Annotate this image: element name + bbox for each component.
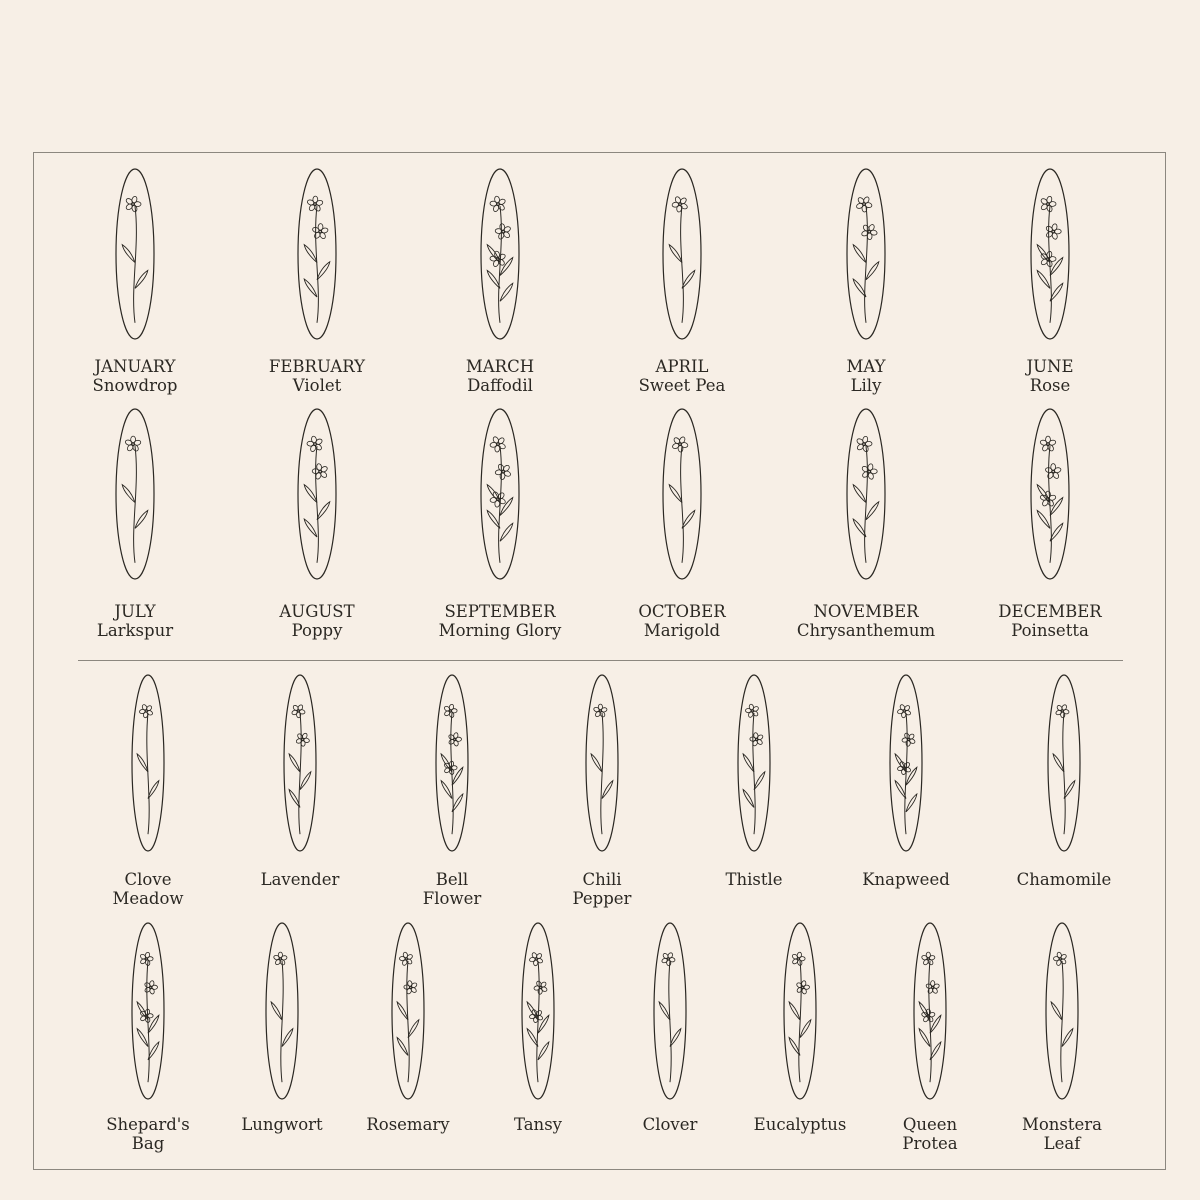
oval-outline [663, 409, 701, 579]
month-name: AUGUST [279, 602, 355, 621]
oval-outline [436, 675, 468, 851]
month-name: APRIL [655, 357, 709, 376]
flower-label [816, 870, 996, 889]
flower-leaf [789, 1002, 800, 1020]
month-flower-9 [480, 408, 520, 580]
flower-leaf [1064, 781, 1075, 799]
flower-label [45, 357, 225, 395]
month-flower-1 [115, 168, 155, 340]
flower-leaf [135, 510, 148, 528]
flower-petal [535, 953, 542, 960]
flower-label [227, 602, 407, 640]
oval-outline [738, 675, 770, 851]
flower-leaf [1062, 1029, 1073, 1047]
extra-flower-a-7 [1047, 674, 1081, 852]
flower-leaf [659, 1002, 670, 1020]
flower-name-line1: Clover [642, 1115, 698, 1134]
flower-leaf [1051, 1002, 1062, 1020]
flower-leaf [500, 283, 513, 301]
flower-petal [679, 197, 687, 205]
flower-leaf [866, 262, 879, 280]
extra-flower-b-5 [653, 922, 687, 1100]
flower-name: Morning Glory [438, 621, 562, 640]
flower-leaf [300, 772, 311, 790]
flower-leaf [137, 754, 148, 772]
oval-outline [1046, 923, 1078, 1099]
flower-leaf [800, 1020, 811, 1038]
flower-leaf [853, 485, 866, 503]
month-flower-6 [1030, 168, 1070, 340]
oval-outline [298, 409, 336, 579]
engraved-flower-icon [283, 674, 317, 852]
flower-stem [799, 961, 801, 1082]
flower-stem [753, 713, 755, 834]
flower-stem [299, 713, 301, 834]
flower-stem [499, 446, 502, 563]
flower-leaf [304, 279, 317, 297]
oval-outline [298, 169, 336, 339]
extra-flower-b-2 [265, 922, 299, 1100]
flower-name: Lily [850, 376, 882, 395]
oval-outline [847, 409, 885, 579]
month-name: JUNE [1026, 357, 1074, 376]
engraved-flower-icon [846, 408, 886, 580]
flower-label [410, 602, 590, 640]
flower-name-line2: Leaf [1043, 1134, 1081, 1153]
extra-flower-b-7 [913, 922, 947, 1100]
engraved-flower-icon [913, 922, 947, 1100]
engraved-flower-icon [131, 674, 165, 852]
engraved-flower-icon [115, 408, 155, 580]
flower-leaf [487, 270, 500, 288]
flower-leaf [487, 510, 500, 528]
flower-leaf [538, 1042, 549, 1060]
flower-leaf [135, 270, 148, 288]
flower-name: Chrysanthemum [796, 621, 936, 640]
flower-name: Poinsetta [1011, 621, 1089, 640]
extra-flower-a-1 [131, 674, 165, 852]
flower-name: Sweet Pea [638, 376, 726, 395]
flower-name: Violet [292, 376, 342, 395]
month-flower-3 [480, 168, 520, 340]
flower-leaf [452, 794, 463, 812]
flower-name: Rose [1029, 376, 1071, 395]
flower-leaf [271, 1002, 282, 1020]
engraved-flower-icon [131, 922, 165, 1100]
flower-label [227, 357, 407, 395]
flower-stem [681, 446, 684, 563]
flower-leaf [866, 502, 879, 520]
flower-stem [865, 446, 868, 563]
engraved-flower-icon [737, 674, 771, 852]
flower-leaf [591, 754, 602, 772]
oval-outline [586, 675, 618, 851]
flower-stem [1061, 961, 1063, 1082]
flower-name: Daffodil [467, 376, 533, 395]
flower-petal [502, 230, 510, 238]
flower-name-line1: Eucalyptus [753, 1115, 847, 1134]
extra-flower-a-2 [283, 674, 317, 852]
flower-name: Snowdrop [92, 376, 178, 395]
oval-outline [116, 409, 154, 579]
flower-name-line2: Protea [902, 1134, 958, 1153]
engraved-flower-icon [297, 408, 337, 580]
engraved-flower-icon [1047, 674, 1081, 852]
flower-label [410, 357, 590, 395]
flower-stem [134, 446, 137, 563]
engraved-flower-icon [521, 922, 555, 1100]
flower-leaf [789, 1038, 800, 1056]
flower-label [45, 602, 225, 640]
engraved-flower-icon [662, 408, 702, 580]
month-name: MAY [846, 357, 886, 376]
flower-leaf [500, 258, 513, 276]
flower-name-line1: Knapweed [862, 870, 950, 889]
month-name: MARCH [465, 357, 535, 376]
flower-stem [865, 206, 868, 323]
flower-name-line1: Lavender [260, 870, 340, 889]
flower-stem [681, 206, 684, 323]
flower-stem [407, 961, 409, 1082]
extra-flower-a-3 [435, 674, 469, 852]
flower-label [972, 1115, 1152, 1153]
flower-name-line1: Rosemary [366, 1115, 450, 1134]
flower-stem [601, 713, 603, 834]
oval-outline [663, 169, 701, 339]
flower-leaf [500, 498, 513, 516]
flower-leaf [743, 754, 754, 772]
flower-leaf [919, 1029, 930, 1047]
engraved-flower-icon [297, 168, 337, 340]
flower-stem [147, 961, 149, 1082]
flower-name-line1: Thistle [725, 870, 783, 889]
flower-leaf [441, 781, 452, 799]
month-flower-12 [1030, 408, 1070, 580]
flower-leaf [1050, 258, 1063, 276]
flower-leaf [137, 1029, 148, 1047]
month-flower-7 [115, 408, 155, 580]
flower-leaf [906, 767, 917, 785]
flower-name: Larkspur [96, 621, 174, 640]
flower-petal [540, 981, 547, 988]
flower-leaf [930, 1015, 941, 1033]
flower-leaf [754, 772, 765, 790]
flower-leaf [906, 794, 917, 812]
extra-flower-b-8 [1045, 922, 1079, 1100]
flower-leaf [282, 1029, 293, 1047]
flower-name: Poppy [291, 621, 343, 640]
flower-stem [134, 206, 137, 323]
extra-flower-a-6 [889, 674, 923, 852]
engraved-flower-icon [115, 168, 155, 340]
oval-outline [784, 923, 816, 1099]
flower-leaf [669, 485, 682, 503]
extra-flower-b-1 [131, 922, 165, 1100]
oval-outline [1031, 169, 1069, 339]
engraved-flower-icon [480, 168, 520, 340]
flower-name-line1: Bell [435, 870, 469, 889]
flower-petal [903, 705, 910, 712]
flower-petal [502, 464, 510, 472]
month-flower-4 [662, 168, 702, 340]
flower-name-line2: Meadow [112, 889, 184, 908]
flower-leaf [1053, 754, 1064, 772]
extra-flower-a-4 [585, 674, 619, 852]
flower-label [776, 357, 956, 395]
flower-leaf [682, 510, 695, 528]
flower-petal [497, 437, 505, 445]
flower-petal [497, 203, 505, 211]
oval-outline [284, 675, 316, 851]
engraved-flower-icon [1030, 168, 1070, 340]
flower-name-line1: Lungwort [241, 1115, 323, 1134]
extra-flower-a-5 [737, 674, 771, 852]
flower-leaf [148, 1042, 159, 1060]
flower-name-line1: Clove [124, 870, 172, 889]
engraved-flower-icon [889, 674, 923, 852]
oval-outline [392, 923, 424, 1099]
flower-stem [1049, 206, 1052, 323]
flower-leaf [397, 1002, 408, 1020]
flower-leaf [122, 485, 135, 503]
flower-leaf [148, 781, 159, 799]
flower-name-line2: Flower [422, 889, 482, 908]
flower-leaf [500, 523, 513, 541]
engraved-flower-icon [1030, 408, 1070, 580]
month-name: DECEMBER [998, 602, 1102, 621]
flower-petal [134, 202, 141, 207]
engraved-flower-icon [1045, 922, 1079, 1100]
flower-leaf [289, 790, 300, 808]
flower-label [592, 357, 772, 395]
month-name: SEPTEMBER [444, 602, 556, 621]
engraved-flower-icon [783, 922, 817, 1100]
section-divider [78, 660, 1123, 661]
flower-leaf [317, 502, 330, 520]
oval-outline [132, 675, 164, 851]
oval-outline [1048, 675, 1080, 851]
flower-leaf [743, 790, 754, 808]
flower-leaf [1050, 283, 1063, 301]
flower-leaf [538, 1015, 549, 1033]
flower-label [960, 357, 1140, 395]
flower-stem [147, 713, 149, 834]
chart-frame [33, 152, 1166, 1170]
flower-leaf [304, 485, 317, 503]
month-name: JULY [114, 602, 156, 621]
flower-name: Marigold [643, 621, 721, 640]
flower-leaf [397, 1038, 408, 1056]
flower-leaf [289, 754, 300, 772]
flower-leaf [304, 519, 317, 537]
engraved-flower-icon [585, 674, 619, 852]
engraved-flower-icon [662, 168, 702, 340]
engraved-flower-icon [391, 922, 425, 1100]
flower-leaf [408, 1020, 419, 1038]
flower-leaf [853, 519, 866, 537]
flower-leaf [1037, 510, 1050, 528]
flower-leaf [527, 1029, 538, 1047]
month-flower-8 [297, 408, 337, 580]
oval-outline [116, 169, 154, 339]
flower-leaf [669, 245, 682, 263]
engraved-flower-icon [653, 922, 687, 1100]
month-name: OCTOBER [638, 602, 726, 621]
flower-stem [281, 961, 283, 1082]
flower-label [776, 602, 956, 640]
flower-stem [316, 206, 319, 323]
flower-leaf [1050, 523, 1063, 541]
flower-name-line1: Shepard's [106, 1115, 190, 1134]
flower-label [960, 602, 1140, 640]
flower-leaf [853, 279, 866, 297]
flower-name-line1: Monstera [1021, 1115, 1103, 1134]
flower-leaf [670, 1029, 681, 1047]
month-flower-2 [297, 168, 337, 340]
flower-name-line1: Tansy [514, 1115, 562, 1134]
engraved-flower-icon [435, 674, 469, 852]
month-flower-11 [846, 408, 886, 580]
flower-leaf [602, 781, 613, 799]
flower-leaf [853, 245, 866, 263]
oval-outline [654, 923, 686, 1099]
flower-petal [1046, 436, 1051, 443]
month-name: JANUARY [94, 357, 176, 376]
month-flower-10 [662, 408, 702, 580]
oval-outline [266, 923, 298, 1099]
flower-leaf [895, 781, 906, 799]
flower-leaf [304, 245, 317, 263]
flower-stem [451, 713, 453, 834]
flower-leaf [317, 262, 330, 280]
extra-flower-b-3 [391, 922, 425, 1100]
flower-name-line1: Queen [902, 1115, 958, 1134]
engraved-flower-icon [480, 408, 520, 580]
flower-label [592, 602, 772, 640]
flower-stem [669, 961, 671, 1082]
flower-label [974, 870, 1154, 889]
flower-name-line1: Chamomile [1016, 870, 1112, 889]
flower-petal [908, 733, 915, 740]
oval-outline [847, 169, 885, 339]
flower-leaf [122, 245, 135, 263]
flower-name-line1: Chili [582, 870, 622, 889]
flower-leaf [1037, 270, 1050, 288]
oval-outline [132, 923, 164, 1099]
extra-flower-b-4 [521, 922, 555, 1100]
oval-outline [481, 169, 519, 339]
flower-name-line2: Bag [131, 1134, 165, 1153]
extra-flower-b-6 [783, 922, 817, 1100]
flower-petal [1051, 464, 1056, 471]
flower-name-line2: Pepper [572, 889, 632, 908]
flower-leaf [930, 1042, 941, 1060]
month-name: NOVEMBER [813, 602, 919, 621]
engraved-flower-icon [265, 922, 299, 1100]
flower-stem [1063, 713, 1065, 834]
flower-leaf [682, 270, 695, 288]
month-flower-5 [846, 168, 886, 340]
engraved-flower-icon [846, 168, 886, 340]
month-name: FEBRUARY [268, 357, 366, 376]
